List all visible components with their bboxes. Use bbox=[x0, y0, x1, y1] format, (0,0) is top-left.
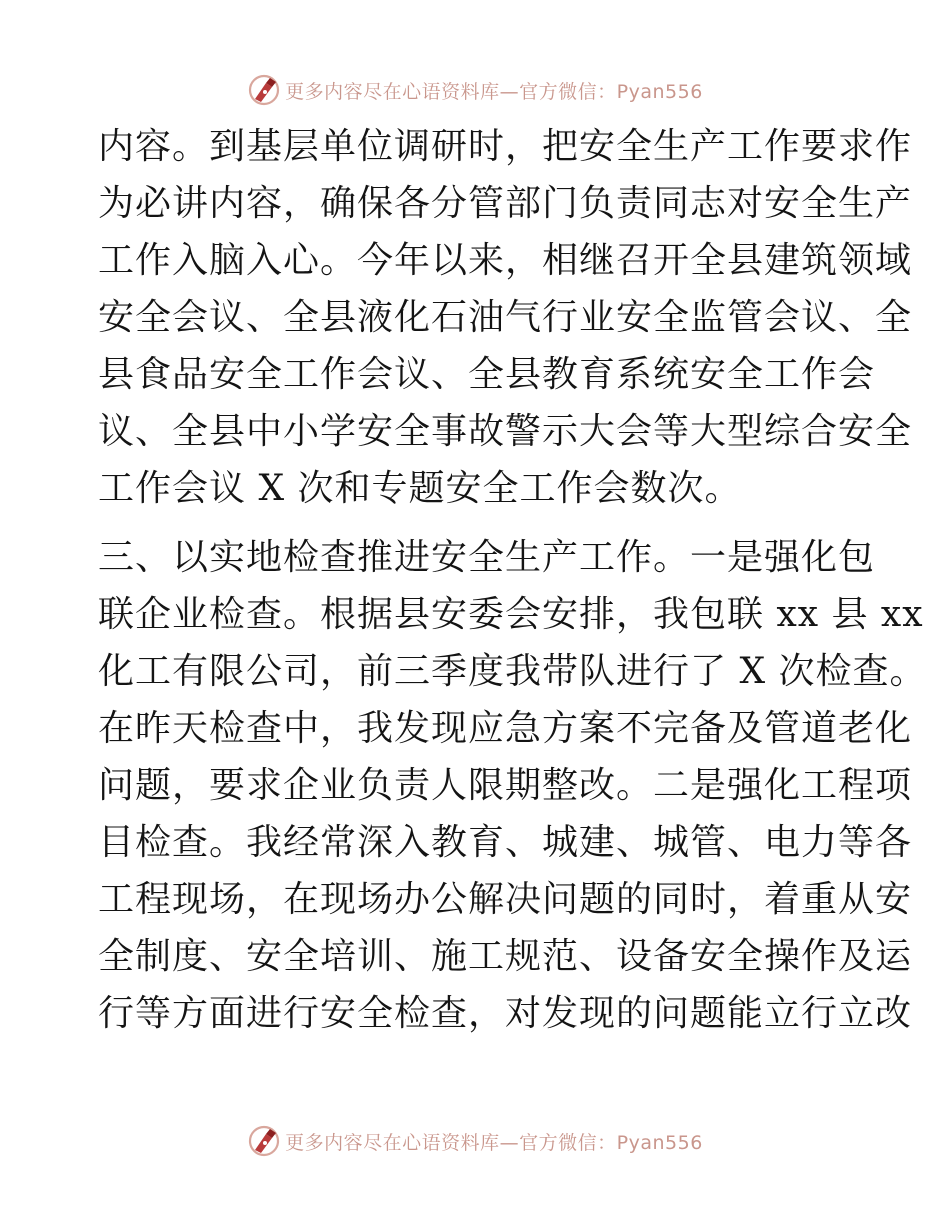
text-line: 问题，要求企业负责人限期整改。二是强化工程项 bbox=[98, 765, 913, 806]
text-line: 安全会议、全县液化石油气行业安全监管会议、全 bbox=[98, 297, 913, 338]
text-line: 内容。到基层单位调研时，把安全生产工作要求作 bbox=[98, 126, 913, 167]
watermark-text: 更多内容尽在心语资料库—官方微信：Pyan556 bbox=[285, 1131, 703, 1154]
watermark-text: 更多内容尽在心语资料库—官方微信：Pyan556 bbox=[285, 80, 703, 103]
text-line bbox=[98, 1042, 858, 1099]
pen-nib-circle-icon bbox=[247, 1124, 281, 1158]
text-line: 县食品安全工作会议、全县教育系统安全工作会 bbox=[98, 354, 876, 395]
pen-nib-circle-icon bbox=[247, 73, 281, 107]
text-line: 联企业检查。根据县安委会安排，我包联 xx 县 xx bbox=[98, 594, 924, 635]
paragraph bbox=[98, 529, 927, 1099]
paragraph bbox=[98, 118, 913, 517]
text-line: 为必讲内容，确保各分管部门负责同志对安全生产 bbox=[98, 183, 913, 224]
text-line: 三、以实地检查推进安全生产工作。一是强化包 bbox=[98, 537, 876, 578]
text-line: 工程现场，在现场办公解决问题的同时，着重从安 bbox=[98, 879, 913, 920]
text-line: 全制度、安全培训、施工规范、设备安全操作及运 bbox=[98, 936, 913, 977]
footer-watermark-banner bbox=[0, 1121, 950, 1161]
text-line: 议、全县中小学安全事故警示大会等大型综合安全 bbox=[98, 411, 913, 452]
text-line: 在昨天检查中，我发现应急方案不完备及管道老化 bbox=[98, 708, 913, 749]
text-line: 目检查。我经常深入教育、城建、城管、电力等各 bbox=[98, 822, 913, 863]
text-line: 工作入脑入心。今年以来，相继召开全县建筑领域 bbox=[98, 240, 913, 281]
document-body bbox=[98, 118, 927, 1099]
text-line: 行等方面进行安全检查，对发现的问题能立行立改 bbox=[98, 993, 913, 1034]
header-watermark-banner bbox=[0, 70, 950, 110]
text-line: 化工有限公司，前三季度我带队进行了 X 次检查。 bbox=[98, 651, 927, 692]
text-line: 工作会议 X 次和专题安全工作会数次。 bbox=[98, 468, 742, 509]
